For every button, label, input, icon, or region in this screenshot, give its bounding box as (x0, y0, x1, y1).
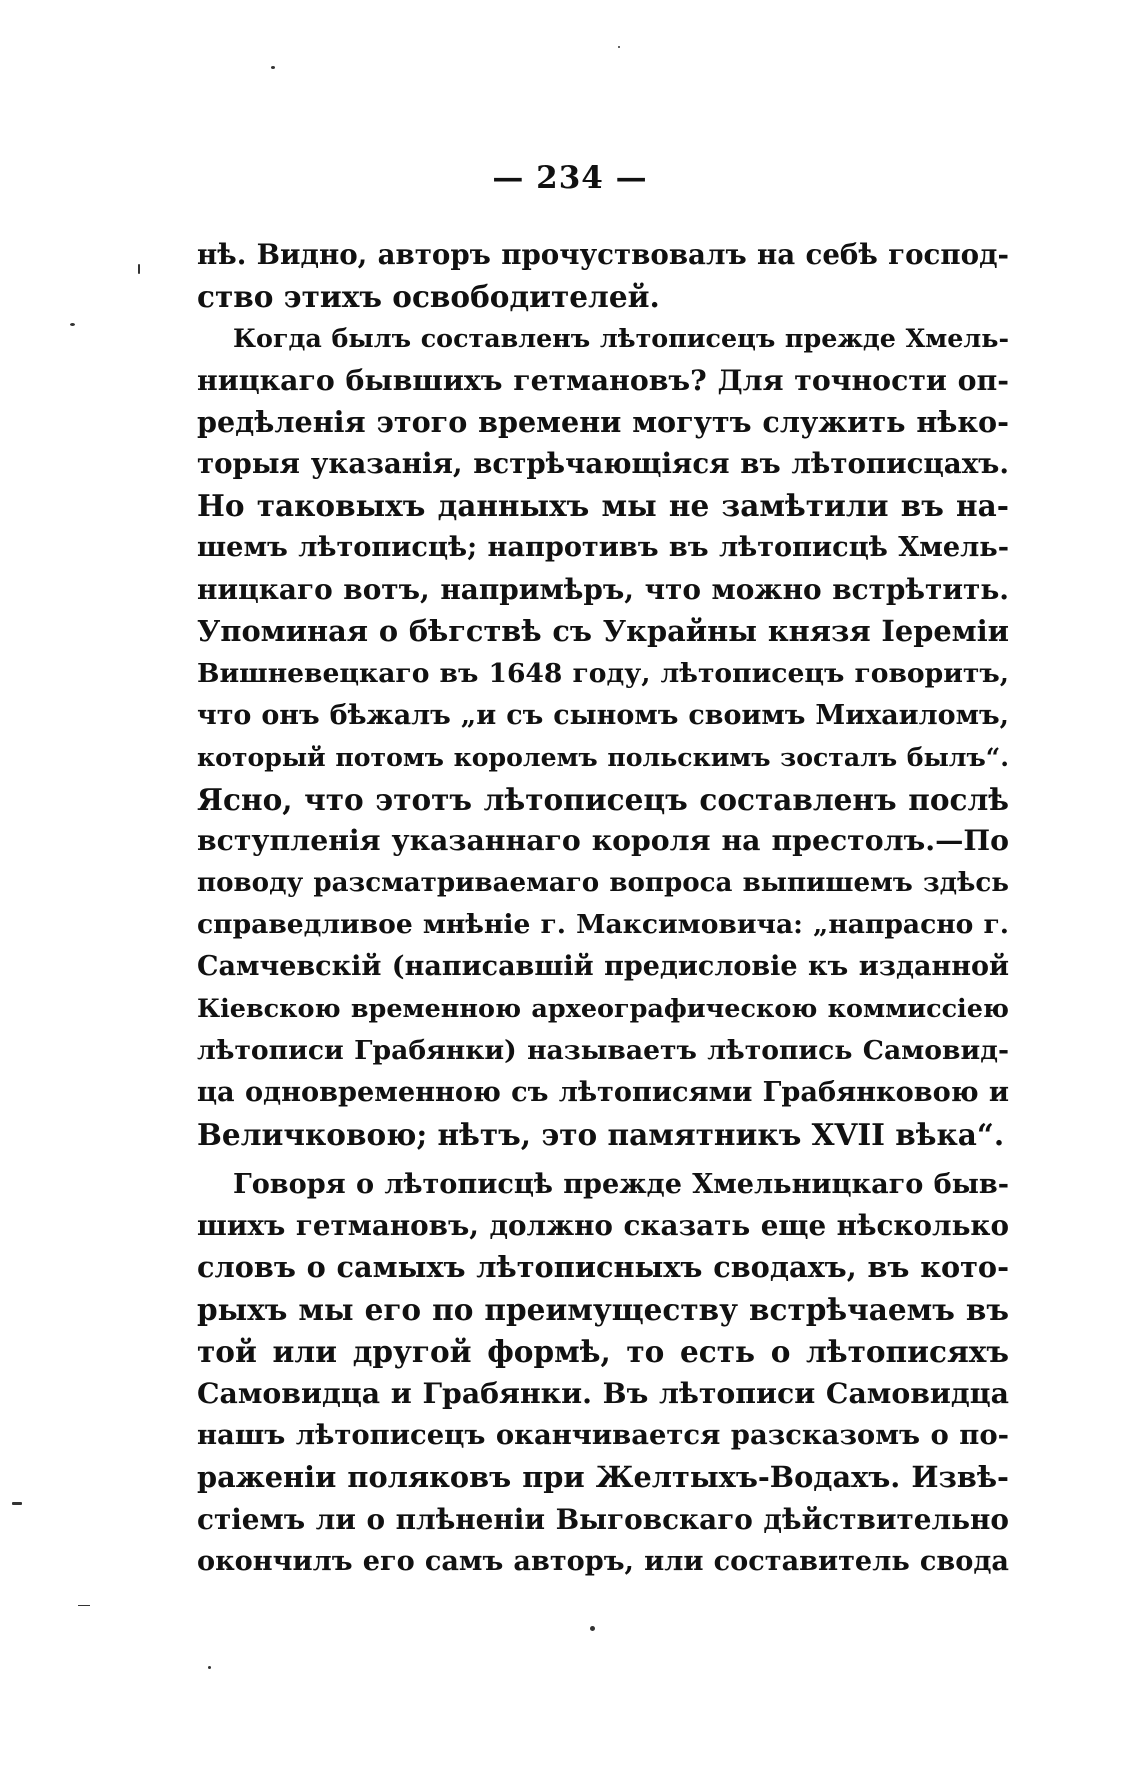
text-line: что онъ бѣжалъ „и съ сыномъ своимъ Михаиломъ, (197, 699, 1009, 731)
text-line: раженіи поляковъ при Желтыхъ-Водахъ. Извѣ- (197, 1459, 1009, 1494)
scan-speck (12, 1502, 22, 1505)
scan-speck (590, 1626, 595, 1631)
text-line: Вишневецкаго въ 1648 году, лѣтописецъ говоритъ, (197, 657, 1009, 689)
text-line: стіемъ ли о плѣненіи Выговскаго дѣйствительно (197, 1502, 1009, 1536)
text-line: ницкаго вотъ, напримѣръ, что можно встрѣтить. (197, 573, 1009, 607)
text-line: словъ о самыхъ лѣтописныхъ сводахъ, въ кото- (197, 1250, 1009, 1285)
text-line: Самчевскій (написавшій предисловіе къ изданной (197, 951, 1009, 983)
text-line: нашъ лѣтописецъ оканчивается разсказомъ о по- (197, 1418, 1009, 1451)
text-line: ца одновременною съ лѣтописями Грабянковою и (197, 1075, 1009, 1108)
text-line: Говоря о лѣтописцѣ прежде Хмельницкаго быв- (233, 1168, 1009, 1200)
text-line: шемъ лѣтописцѣ; напротивъ въ лѣтописцѣ Хмель- (197, 531, 1009, 564)
text-line: той или другой формѣ, то есть о лѣтописяхъ (197, 1334, 1009, 1370)
body-text (197, 234, 1009, 1583)
text-line: Когда былъ составленъ лѣтописецъ прежде Хмель- (233, 322, 1009, 353)
text-line: вступленія указаннаго короля на престолъ.—По (197, 823, 1009, 858)
text-line: поводу разсматриваемаго вопроса выпишемъ здѣсь (197, 867, 1009, 899)
scan-speck (618, 46, 620, 48)
text-line: который потомъ королемъ польскимъ зосталъ былъ“. (197, 741, 1009, 772)
scan-speck (271, 66, 275, 69)
text-line: лѣтописи Грабянки) называетъ лѣтопись Самовид- (197, 1034, 1009, 1066)
text-line: нѣ. Видно, авторъ прочуствовалъ на себѣ господ- (197, 238, 1009, 271)
paragraph-gap (197, 1156, 1009, 1164)
text-line: ницкаго бывшихъ гетмановъ? Для точности оп- (197, 362, 1009, 397)
text-line: Ясно, что этотъ лѣтописецъ составленъ послѣ (197, 781, 1009, 817)
page-number: — 234 — (492, 160, 648, 196)
scan-speck (78, 1605, 90, 1606)
text-line: Упоминая о бѣгствѣ съ Украйны князя Іереміи (197, 614, 1009, 649)
text-line: шихъ гетмановъ, должно сказать еще нѣсколько (197, 1209, 1009, 1243)
scan-speck (138, 264, 140, 274)
text-line: Величковою; нѣтъ, это памятникъ XVII вѣка“. (197, 1116, 1005, 1152)
text-line: торыя указанія, встрѣчающіяся въ лѣтописцахъ. (197, 447, 1009, 481)
text-line: Самовидца и Грабянки. Въ лѣтописи Самовидца (197, 1376, 1009, 1411)
scan-speck (70, 323, 75, 326)
text-line: справедливое мнѣніе г. Максимовича: „напрасно г. (197, 909, 1009, 941)
text-line: рыхъ мы его по преимуществу встрѣчаемъ въ (197, 1292, 1009, 1328)
text-line: редѣленія этого времени могутъ служить нѣко- (197, 404, 1009, 439)
text-line: ство этихъ освободителей. (197, 278, 660, 314)
text-line: Кіевскою временною археографическою коммиссіею (197, 993, 1009, 1024)
scan-speck (208, 1666, 211, 1669)
text-line: Но таковыхъ данныхъ мы не замѣтили въ на- (197, 488, 1009, 524)
text-line: окончилъ его самъ авторъ, или составитель свода (197, 1545, 1009, 1577)
